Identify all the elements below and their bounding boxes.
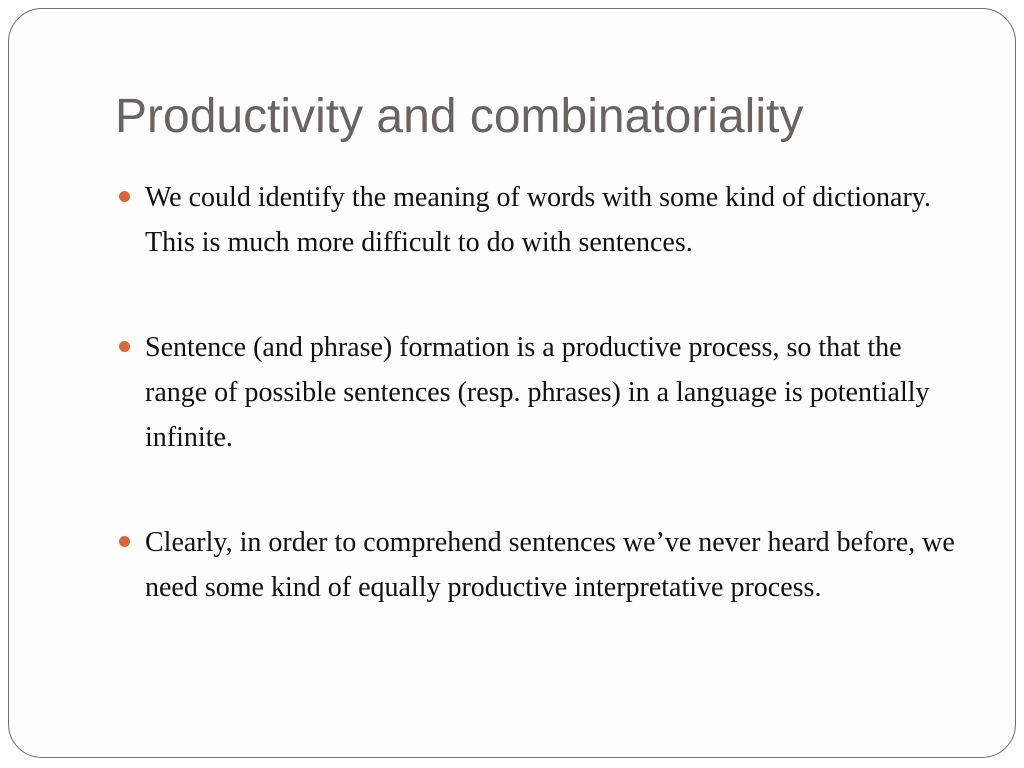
bullet-list [115, 175, 965, 610]
bullet-item [115, 175, 965, 265]
bullet-text: We could identify the meaning of words with some kind of dictionary. This is much more difficult to do with sentences. [145, 182, 931, 258]
bullet-dot-icon [119, 191, 130, 202]
slide-title: Productivity and combinatoriality [115, 90, 804, 143]
bullet-dot-icon [119, 341, 130, 352]
bullet-item [115, 520, 965, 610]
bullet-dot-icon [119, 536, 130, 547]
slide [8, 8, 1016, 758]
bullet-text: Sentence (and phrase) formation is a productive process, so that the range of possible sentences (resp. phrases) in a language is potentially infinite. [145, 332, 930, 453]
bullet-item [115, 325, 965, 460]
bullet-text: Clearly, in order to comprehend sentences we’ve never heard before, we need some kind of equally productive interpretative process. [145, 527, 955, 603]
